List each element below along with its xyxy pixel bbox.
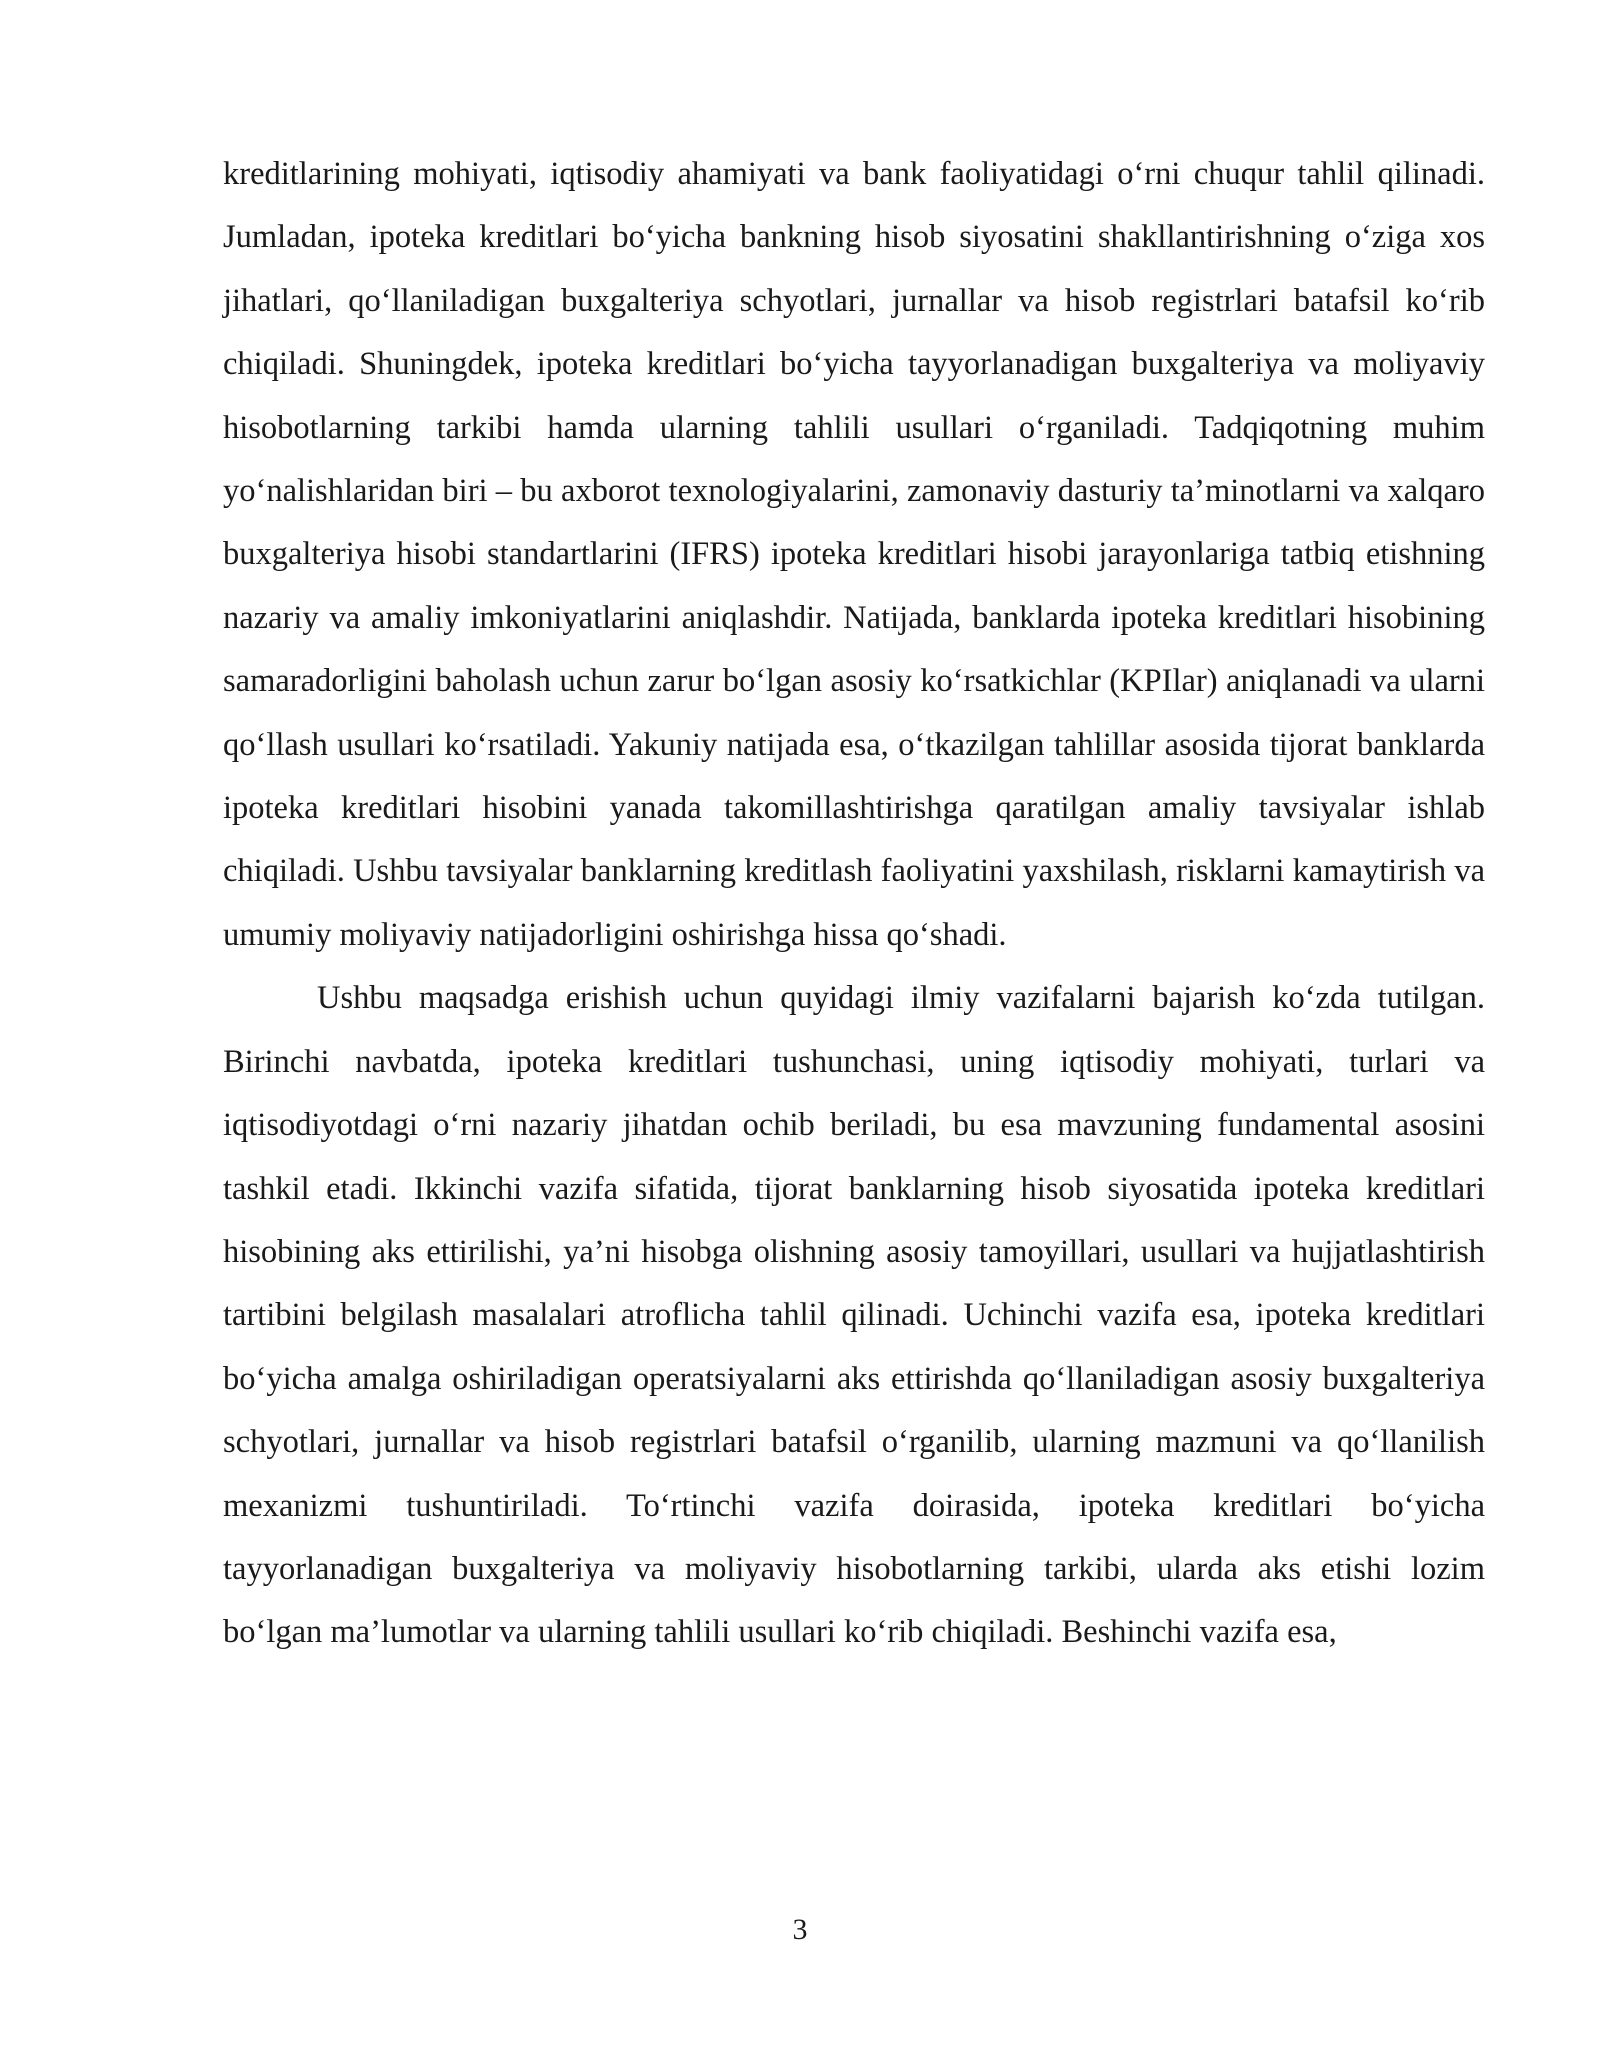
paragraph: Ushbu maqsadga erishish uchun quyidagi ilmiy vazifalarni bajarish ko‘zda tutilgan. Birinchi navbatda, ipoteka kreditlari tushunchasi, uning iqtisodiy mohiyati, turlari va iqtisodiyotdagi o‘rni nazariy jihatdan ochib beriladi, bu esa mavzuning fundamental asosini tashkil etadi. Ikkinchi vazifa sifatida, tijorat banklarning hisob siyosatida ipoteka kreditlari hisobining aks ettirilishi, ya’ni hisobga olishning asosiy tamoyillari, usullari va hujjatlashtirish tartibini belgilash masalalari atroflicha tahlil qilinadi. Uchinchi vazifa esa, ipoteka kreditlari bo‘yicha amalga oshiriladigan operatsiyalarni aks ettirishda qo‘llaniladigan asosiy buxgalteriya schyotlari, jurnallar va hisob registrlari batafsil o‘rganilib, ularning mazmuni va qo‘llanilish mexanizmi tushuntiriladi. To‘rtinchi vazifa doirasida, ipoteka kreditlari bo‘yicha tayyorlanadigan buxgalteriya va moliyaviy hisobotlarning tarkibi, ularda aks etishi lozim bo‘lgan ma’lumotlar va ularning tahlili usullari ko‘rib chiqiladi. Beshinchi vazifa esa, (223, 980, 1485, 1651)
page-number: 3 (792, 1913, 808, 1946)
paragraph: kreditlarining mohiyati, iqtisodiy ahamiyati va bank faoliyatidagi o‘rni chuqur tahlil qilinadi. Jumladan, ipoteka kreditlari bo‘yicha bankning hisob siyosatini shakllantirishning o‘ziga xos jihatlari, qo‘llaniladigan buxgalteriya schyotlari, jurnallar va hisob registrlari batafsil ko‘rib chiqiladi. Shuningdek, ipoteka kreditlari bo‘yicha tayyorlanadigan buxgalteriya va moliyaviy hisobotlarning tarkibi hamda ularning tahlili usullari o‘rganiladi. Tadqiqotning muhim yo‘nalishlaridan biri – bu axborot texnologiyalarini, zamonaviy dasturiy ta’minotlarni va xalqaro buxgalteriya hisobi standartlarini (IFRS) ipoteka kreditlari hisobi jarayonlariga tatbiq etishning nazariy va amaliy imkoniyatlarini aniqlashdir. Natijada, banklarda ipoteka kreditlari hisobining samaradorligini baholash uchun zarur bo‘lgan asosiy ko‘rsatkichlar (KPIlar) aniqlanadi va ularni qo‘llash usullari ko‘rsatiladi. Yakuniy natijada esa, o‘tkazilgan tahlillar asosida tijorat banklarda ipoteka kreditlari hisobini yanada takomillashtirishga qaratilgan amaliy tavsiyalar ishlab chiqiladi. Ushbu tavsiyalar banklarning kreditlash faoliyatini yaxshilash, risklarni kamaytirish va umumiy moliyaviy natijadorligini oshirishga hissa qo‘shadi. (223, 156, 1485, 953)
body-text (223, 143, 1485, 1665)
